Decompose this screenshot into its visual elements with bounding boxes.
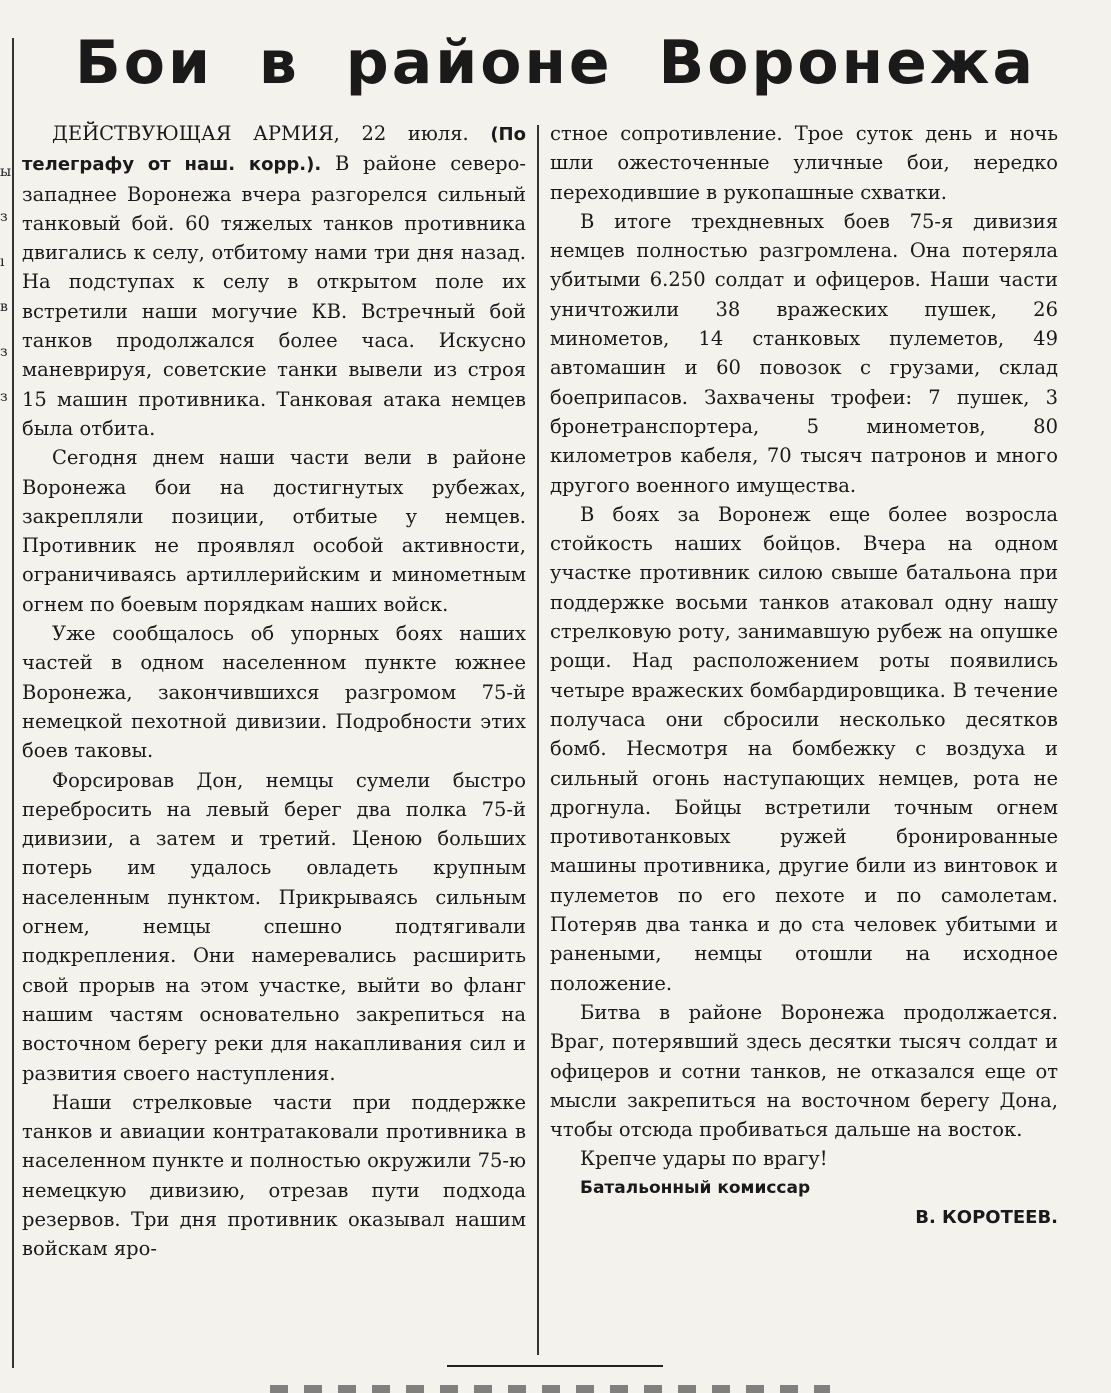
article-paragraph: Наши стрелковые части при поддержке танков и авиации контратаковали противника в населенном пункте и полностью окружили 75-ю немецкую дивизию, отрезав пути подхода резервов. Три дня противник оказывал нашим войскам яро- — [22, 1090, 526, 1261]
article-paragraph: Уже сообщалось об упорных боях наших частей в одном населенном пункте южнее Воронежа, закончившихся разгромом 75-й немецкой пехотной дивизии. Подробности этих боев таковы. — [22, 622, 526, 763]
byline: (По телеграфу от наш. корр.). — [22, 124, 526, 176]
article-paragraph: Сегодня днем наши части вели в районе Воронежа бои на достигнутых рубежах, закрепляли позиции, отбитые у немцев. Противник не проявлял особой активности, ограничиваясь артиллерийским и минометным огнем по боевым порядкам наших войск. — [22, 446, 526, 616]
signature-name: В. КОРОТЕЕВ. — [915, 1206, 1058, 1228]
next-article-cut-off-heading — [270, 1385, 830, 1393]
article-column-left — [22, 119, 526, 1359]
margin-fragment: з — [0, 389, 8, 405]
paragraph-text: В районе северо-западнее Воронежа вчера разгорелся сильный танковый бой. 60 тяжелых танков противника двигались к селу, отбитому нами три дня назад. На подступах к селу в открытом поле их встретили наши могучие КВ. Встречный бой танков продолжался более часа. Искусно маневрируя, советские танки вывели из строя 15 машин противника. Танковая атака немцев была отбита. — [22, 152, 526, 440]
bottom-separator-rule — [447, 1365, 663, 1367]
signature-title: Батальонный комиссар — [580, 1177, 811, 1198]
margin-fragment: ı — [0, 254, 5, 270]
article-paragraph: В боях за Воронеж еще более возросла стойкость наших бойцов. Вчера на одном участке противник силою свыше батальона при поддержке восьми танков атаковал одну нашу стрелковую роту, занимавшую рубеж на опушке рощи. Над расположением роты появились четыре вражеских бомбардировщика. В течение получаса они сбросили несколько десятков бомб. Несмотря на бомбежку с воздуха и сильный огонь наступающих немцев, рота не дрогнула. Бойцы встретили точным огнем противотанковых ружей бронированные машины противника, другие били из винтовок и пулеметов по его пехоте и по самолетам. Потеряв два танка и до ста человек убитыми и ранеными, немцы отошли на исходное положение. — [550, 502, 1058, 995]
article-paragraph: стное сопротивление. Трое суток день и ночь шли ожесточенные уличные бои, нередко переходившие в рукопашные схватки. — [550, 122, 1058, 204]
margin-fragment: ы — [0, 164, 12, 180]
column-divider — [537, 125, 539, 1355]
article-paragraph: Форсировав Дон, немцы сумели быстро перебросить на левый берег два полка 75-й дивизии, а затем и третий. Ценою больших потерь им удалось овладеть крупным населенным пунктом. Прикрываясь сильным огнем, немцы спешно подтягивали подкрепления. Они намеревались расширить свой прорыв на этом участке, выйти во фланг нашим частям основательно закрепиться на восточном берегу реки для накапливания сил и развития своего наступления. — [22, 768, 526, 1085]
left-margin-fragments — [0, 150, 10, 420]
article-paragraph: Крепче удары по врагу! — [580, 1147, 828, 1171]
margin-fragment: з — [0, 209, 8, 225]
article-paragraph — [22, 119, 526, 443]
left-margin-rule — [12, 38, 14, 1368]
margin-fragment: з — [0, 344, 8, 360]
article-paragraph: Битва в районе Воронежа продолжается. Враг, потерявший здесь десятки тысяч солдат и офицеров и сотни танков, не отказался еще от мысли закрепиться на восточном берегу Дона, чтобы отсюда пробиваться дальше на восток. — [550, 1000, 1058, 1142]
margin-fragment: в — [0, 299, 8, 315]
dateline: ДЕЙСТВУЮЩАЯ АРМИЯ, 22 июля. — [52, 122, 469, 145]
article-column-right — [550, 119, 1058, 1359]
article-paragraph: В итоге трехдневных боев 75-я дивизия немцев полностью разгромлена. Она потеряла убитыми 6.250 солдат и офицеров. Наши части уничтожили 38 вражеских пушек, 26 минометов, 14 станковых пулеметов, 49 автомашин и 60 повозок с грузами, склад боеприпасов. Захвачены трофеи: 7 пушек, 3 бронетранспортера, 5 минометов, 80 километров кабеля, 70 тысяч патронов и много другого военного имущества. — [550, 209, 1058, 497]
article-headline: Бои в районе Воронежа — [75, 28, 1036, 98]
